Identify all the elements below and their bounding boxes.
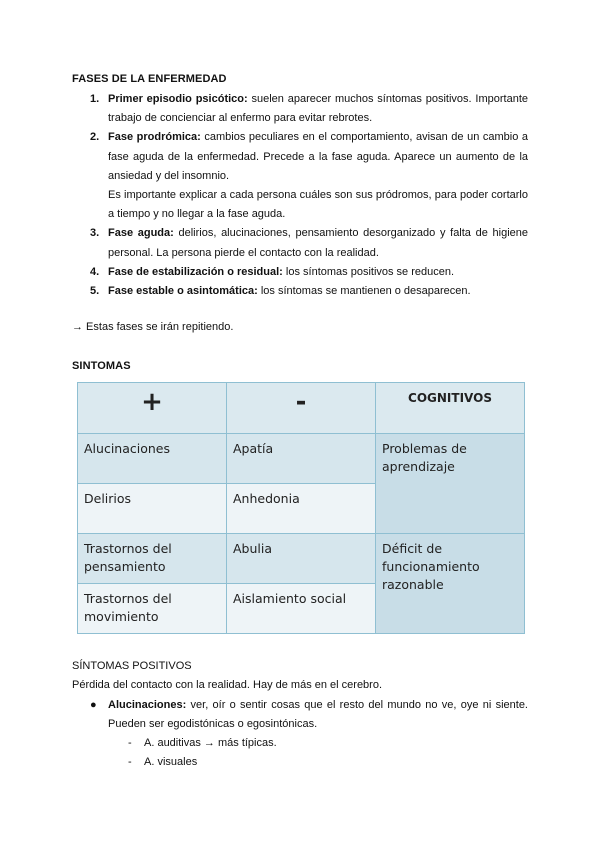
list-number: 4. — [90, 265, 100, 278]
phase-extra-note: Es importante explicar a cada persona cuáles son sus pródromos, para poder cortarlo a tiempo y no llegar a la fase aguda. — [108, 189, 528, 221]
hallucination-types-list — [128, 734, 277, 772]
phase-description: delirios, alucinaciones, pensamiento desorganizado y falta de higiene personal. La persona pierde el contacto con la realidad. — [108, 227, 528, 259]
positive-cell: Delirios — [78, 484, 227, 534]
symptom-description: ver, oír o sentir cosas que el resto del mundo no ve, oye ni siente. Pueden ser egodistónicas o egosintónicas. — [108, 699, 528, 731]
phases-list — [72, 90, 528, 301]
list-number: 2. — [90, 131, 100, 144]
dash-marker: - — [128, 756, 132, 769]
negative-cell: Anhedonia — [227, 484, 376, 534]
table-row — [78, 434, 525, 484]
symptoms-table — [77, 382, 525, 634]
table-row — [78, 534, 525, 584]
phase-description: cambios peculiares en el comportamiento, avisan de un cambio a fase aguda de la enfermedad. Precede a la fase aguda. Aparece un aumento de la ansiedad y del insomnio. — [108, 131, 528, 182]
header-positive: + — [78, 383, 227, 434]
list-item — [72, 224, 528, 262]
list-item — [128, 734, 277, 753]
dash-marker: - — [128, 737, 132, 749]
positive-symptoms-intro: Pérdida del contacto con la realidad. Hay de más en el cerebro. — [72, 679, 383, 691]
list-number: 3. — [90, 227, 100, 240]
negative-cell: Aislamiento social — [227, 584, 376, 634]
list-number: 5. — [90, 285, 100, 298]
table-header-row — [78, 383, 525, 434]
negative-cell: Abulia — [227, 534, 376, 584]
symptom-name: Alucinaciones: — [108, 699, 187, 711]
phase-name: Fase aguda: — [108, 227, 174, 240]
positive-cell: Alucinaciones — [78, 434, 227, 484]
list-item — [72, 263, 528, 282]
list-item — [72, 128, 528, 224]
list-item — [128, 753, 277, 772]
cognitive-cell: Problemas de aprendizaje — [376, 434, 525, 534]
positive-cell: Trastornos del movimiento — [78, 584, 227, 634]
list-item — [72, 90, 528, 128]
section-title-sintomas-positivos: SÍNTOMAS POSITIVOS — [72, 660, 192, 672]
list-item — [72, 282, 528, 301]
list-item — [72, 696, 528, 734]
cognitive-cell: Déficit de funcionamiento razonable — [376, 534, 525, 634]
list-number: 1. — [90, 93, 100, 105]
section-title-sintomas: SINTOMAS — [72, 360, 131, 372]
phase-description: los síntomas positivos se reducen. — [282, 265, 455, 278]
negative-cell: Apatía — [227, 434, 376, 484]
section-title-fases: FASES DE LA ENFERMEDAD — [72, 73, 227, 85]
positive-cell: Trastornos del pensamiento — [78, 534, 227, 584]
subitem-text: A. auditivas → más típicas. — [144, 737, 277, 749]
phase-name: Fase prodrómica: — [108, 131, 201, 144]
subitem-text: A. visuales — [144, 756, 198, 769]
positive-symptoms-list — [72, 696, 528, 734]
repeat-note: → Estas fases se irán repitiendo. — [72, 321, 234, 333]
phase-name: Primer episodio psicótico: — [108, 93, 248, 105]
phase-name: Fase de estabilización o residual: — [108, 265, 283, 278]
header-negative: - — [227, 383, 376, 434]
phase-name: Fase estable o asintomática: — [108, 285, 258, 298]
phase-description: suelen aparecer muchos síntomas positivos. Importante trabajo de concienciar al enfermo para evitar rebrotes. — [108, 93, 529, 125]
phase-description: los síntomas se mantienen o desaparecen. — [257, 285, 471, 298]
header-cognitive: COGNITIVOS — [376, 383, 525, 434]
bullet-dot: ● — [90, 699, 97, 711]
